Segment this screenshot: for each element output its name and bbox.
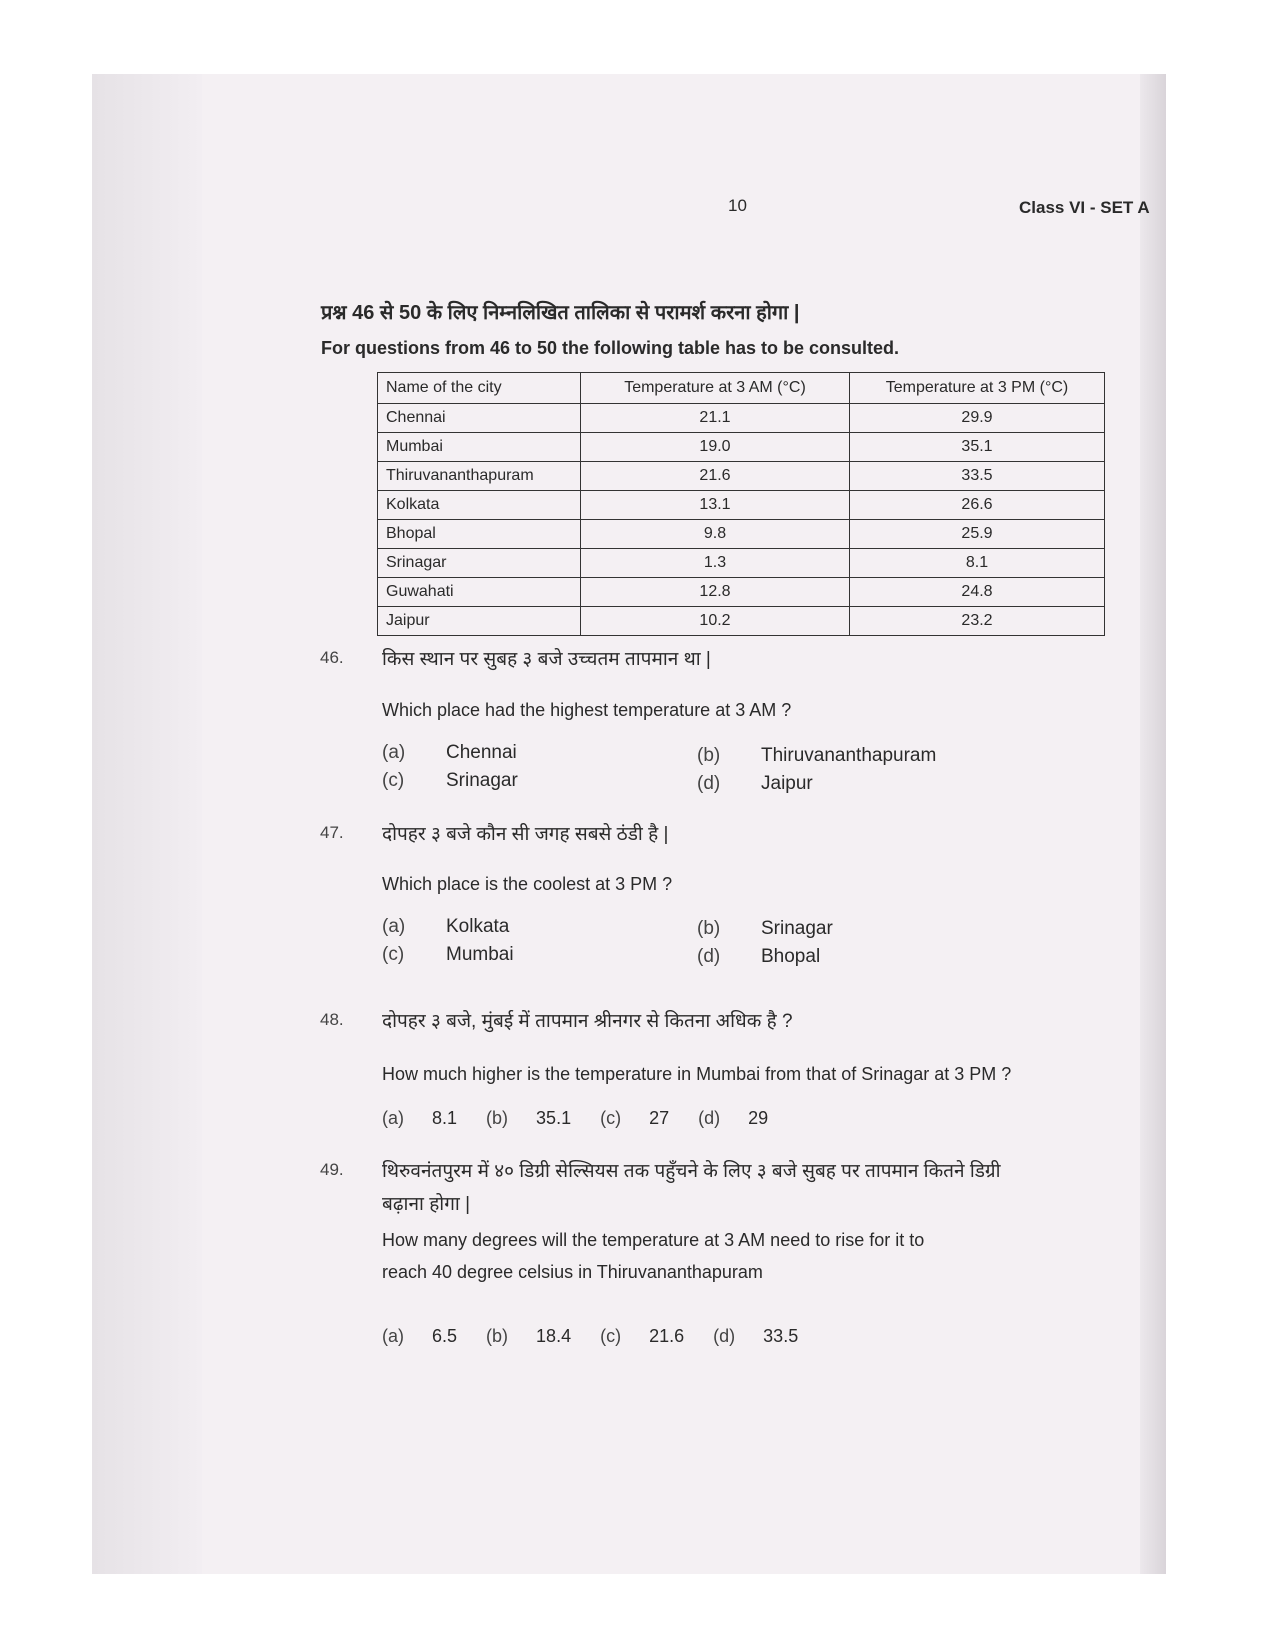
option-48-a-label: (a): [382, 1108, 404, 1128]
temp-pm-cell: 33.5: [850, 462, 1105, 491]
paper-edge-right: [1140, 74, 1166, 1574]
option-49-b[interactable]: 18.4: [536, 1326, 572, 1346]
question-49-english-line2: reach 40 degree celsius in Thiruvananthapuram: [382, 1262, 763, 1282]
option-48-c[interactable]: 27: [649, 1108, 670, 1128]
temp-pm-cell: 24.8: [850, 578, 1105, 607]
question-47-hindi: दोपहर ३ बजे कौन सी जगह सबसे ठंडी है |: [382, 824, 669, 845]
option-label: (a): [382, 742, 406, 763]
option-label: (a): [382, 916, 406, 937]
question-46-hindi: किस स्थान पर सुबह ३ बजे उच्चतम तापमान था |: [382, 649, 711, 670]
option-text: Jaipur: [761, 773, 813, 794]
option-label: (c): [382, 770, 405, 791]
option-48-d[interactable]: 29: [748, 1108, 769, 1128]
option-text: Srinagar: [446, 770, 518, 791]
temp-pm-cell: 26.6: [850, 491, 1105, 520]
option-text: Kolkata: [446, 916, 510, 937]
temp-am-cell: 19.0: [581, 433, 850, 462]
option-49-c[interactable]: 21.6: [649, 1326, 685, 1346]
question-number-47: 47.: [320, 823, 344, 842]
temp-am-cell: 1.3: [581, 549, 850, 578]
option-49-b-label: (b): [486, 1326, 509, 1346]
option-47-b[interactable]: [697, 918, 833, 940]
temp-am-cell: 10.2: [581, 607, 850, 636]
city-cell: Kolkata: [378, 491, 581, 520]
instruction-hindi: प्रश्न 46 से 50 के लिए निम्नलिखित तालिका से परामर्श करना होगा |: [321, 302, 800, 324]
city-cell: Srinagar: [378, 549, 581, 578]
table-header-row: [378, 373, 1105, 404]
temp-pm-cell: 35.1: [850, 433, 1105, 462]
option-label: (d): [697, 773, 721, 794]
option-label: (b): [697, 745, 721, 766]
table-row: [378, 520, 1105, 549]
option-48-c-label: (c): [600, 1108, 622, 1128]
option-label: (b): [697, 918, 721, 939]
temp-am-cell: 13.1: [581, 491, 850, 520]
option-47-c[interactable]: [382, 944, 514, 966]
table-row: [378, 404, 1105, 433]
set-label: Class VI - SET A: [1019, 198, 1150, 217]
option-label: (d): [697, 946, 721, 967]
table-row: [378, 578, 1105, 607]
option-49-a[interactable]: 6.5: [432, 1326, 458, 1346]
temp-pm-cell: 23.2: [850, 607, 1105, 636]
options-48: [382, 1108, 792, 1129]
temperature-table: [377, 372, 1105, 636]
option-label: (c): [382, 944, 405, 965]
options-49: [382, 1326, 822, 1347]
question-49-english-line1: How many degrees will the temperature at 3 AM need to rise for it to: [382, 1230, 925, 1250]
page-number: 10: [728, 196, 747, 215]
table-row: [378, 549, 1105, 578]
table-row: [378, 491, 1105, 520]
temp-pm-cell: 8.1: [850, 549, 1105, 578]
temp-am-cell: 12.8: [581, 578, 850, 607]
table-row: [378, 607, 1105, 636]
city-cell: Jaipur: [378, 607, 581, 636]
option-text: Thiruvananthapuram: [761, 745, 937, 766]
option-49-d[interactable]: 33.5: [763, 1326, 799, 1346]
city-cell: Thiruvananthapuram: [378, 462, 581, 491]
city-cell: Mumbai: [378, 433, 581, 462]
question-49-hindi-line2: बढ़ाना होगा |: [382, 1194, 471, 1215]
instruction-english: For questions from 46 to 50 the following table has to be consulted.: [321, 338, 900, 358]
table-row: [378, 462, 1105, 491]
question-48-english: How much higher is the temperature in Mumbai from that of Srinagar at 3 PM ?: [382, 1064, 1012, 1084]
option-text: Bhopal: [761, 946, 821, 967]
option-text: Chennai: [446, 742, 517, 763]
option-48-b[interactable]: 35.1: [536, 1108, 572, 1128]
option-48-a[interactable]: 8.1: [432, 1108, 458, 1128]
option-46-c[interactable]: [382, 770, 518, 792]
question-46-english: Which place had the highest temperature at 3 AM ?: [382, 700, 792, 720]
option-49-c-label: (c): [600, 1326, 622, 1346]
question-48-hindi: दोपहर ३ बजे, मुंबई में तापमान श्रीनगर से कितना अधिक है ?: [382, 1011, 793, 1032]
question-number-48: 48.: [320, 1010, 344, 1029]
question-49-hindi-line1: थिरुवनंतपुरम में ४० डिग्री सेल्सियस तक पहुँचने के लिए ३ बजे सुबह पर तापमान कितने डिग्री: [382, 1161, 1001, 1182]
question-number-46: 46.: [320, 648, 344, 667]
question-47-english: Which place is the coolest at 3 PM ?: [382, 874, 673, 894]
question-number-49: 49.: [320, 1160, 344, 1179]
option-49-a-label: (a): [382, 1326, 404, 1346]
option-text: Mumbai: [446, 944, 514, 965]
city-cell: Chennai: [378, 404, 581, 433]
option-46-d[interactable]: [697, 773, 813, 795]
option-46-a[interactable]: [382, 742, 517, 764]
temp-am-cell: 21.6: [581, 462, 850, 491]
option-47-a[interactable]: [382, 916, 509, 938]
table-row: [378, 433, 1105, 462]
temp-am-cell: 9.8: [581, 520, 850, 549]
option-49-d-label: (d): [713, 1326, 736, 1346]
city-cell: Guwahati: [378, 578, 581, 607]
option-48-d-label: (d): [698, 1108, 721, 1128]
temp-pm-cell: 25.9: [850, 520, 1105, 549]
option-text: Srinagar: [761, 918, 833, 939]
option-46-b[interactable]: [697, 745, 936, 767]
paper-edge-left: [92, 74, 202, 1574]
option-47-d[interactable]: [697, 946, 820, 968]
header-temp-3am: Temperature at 3 AM (°C): [581, 373, 850, 404]
header-temp-3pm: Temperature at 3 PM (°C): [850, 373, 1105, 404]
header-city: Name of the city: [378, 373, 581, 404]
option-48-b-label: (b): [486, 1108, 509, 1128]
temp-am-cell: 21.1: [581, 404, 850, 433]
city-cell: Bhopal: [378, 520, 581, 549]
temp-pm-cell: 29.9: [850, 404, 1105, 433]
